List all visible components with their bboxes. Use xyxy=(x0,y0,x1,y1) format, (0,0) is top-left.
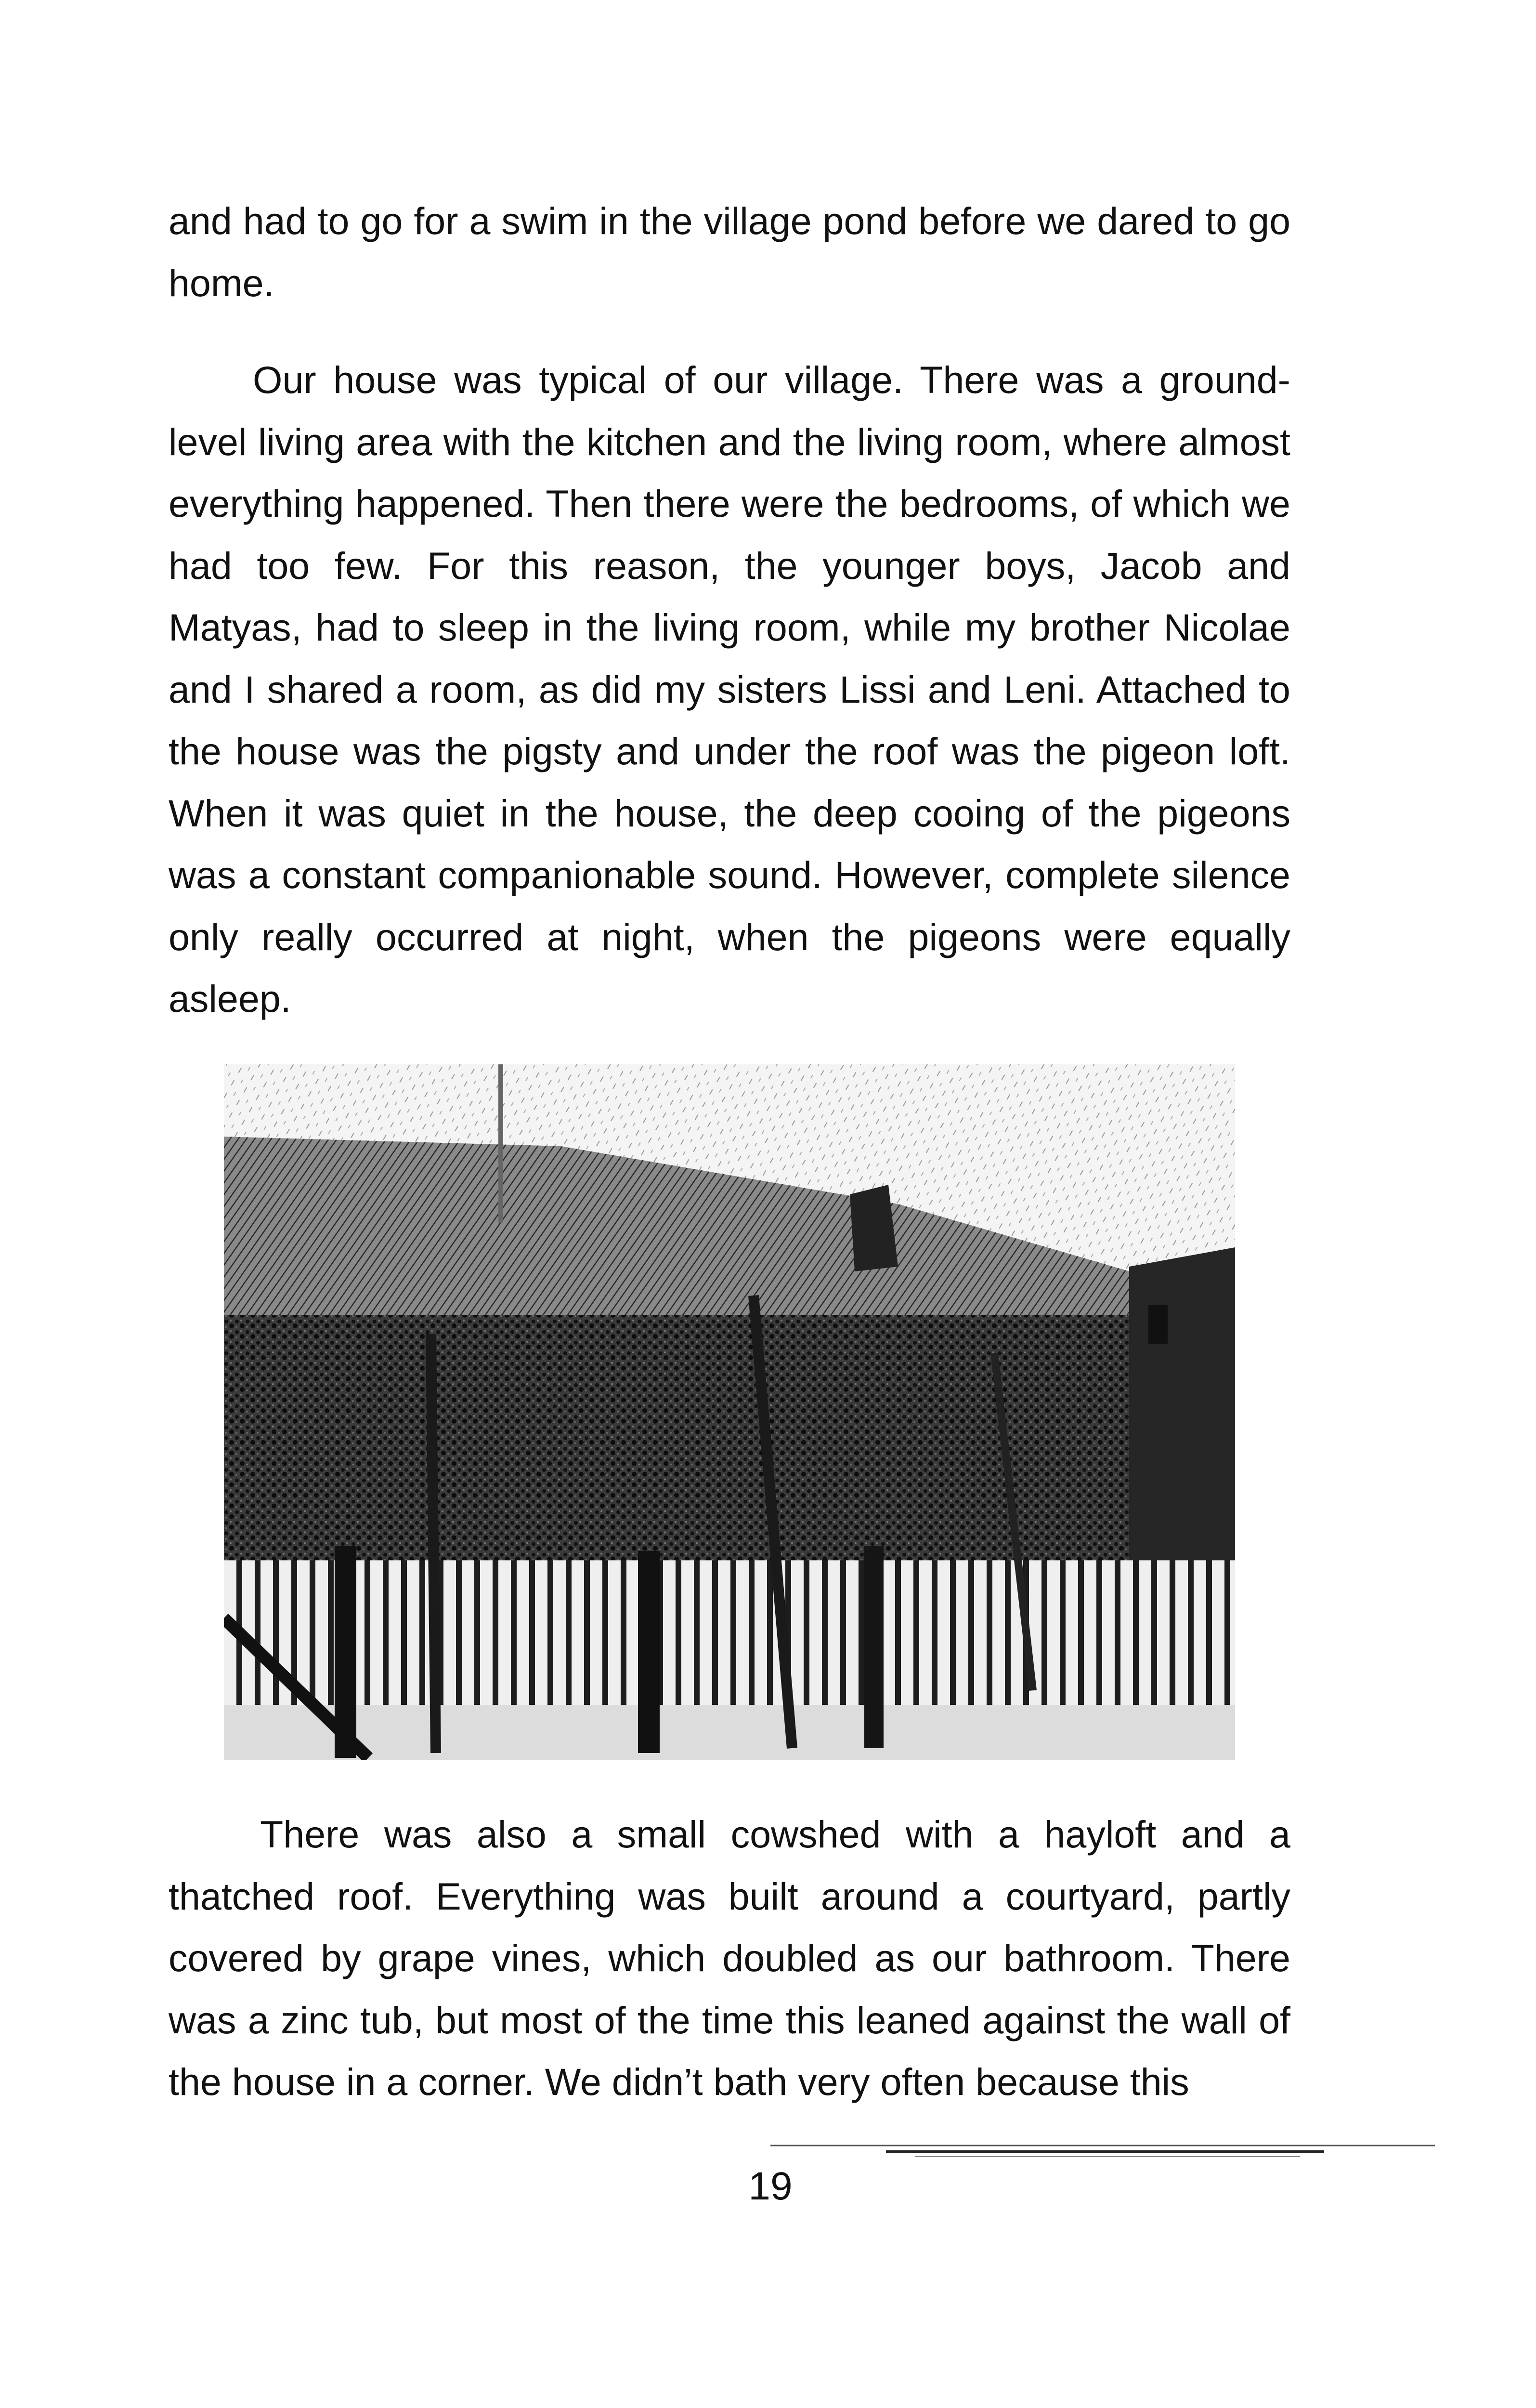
page-number: 19 xyxy=(748,2164,793,2208)
paragraph-1: and had to go for a swim in the village pond before we dared to go home. xyxy=(169,199,1290,304)
paragraph-3: There was also a small cowshed with a hayloft and a thatched roof. Everything was built around a courtyard, partly covered by grape vines, which doubled as our bathroom. There was a zinc tub, but most of the time this leaned against the wall of the house in a corner. We didn’t bath very often because this xyxy=(169,1813,1290,2103)
paragraph-2: Our house was typical of our village. There was a ground-level living area with the kitchen and the living room, where almost everything happened. Then there were the bedrooms, of which we had too few. For this reason, the younger boys, Jacob and Matyas, had to sleep in the living room, while my brother Nicolae and I shared a room, as did my sisters Lissi and Leni. Attached to the house was the pigsty and under the roof was the pigeon loft. When it was quiet in the house, the deep cooing of the pigeons was a constant companionable sound. However, complete silence only really occurred at night, when the pigeons were equally asleep. xyxy=(169,358,1290,1020)
house-photograph xyxy=(224,1064,1235,1760)
